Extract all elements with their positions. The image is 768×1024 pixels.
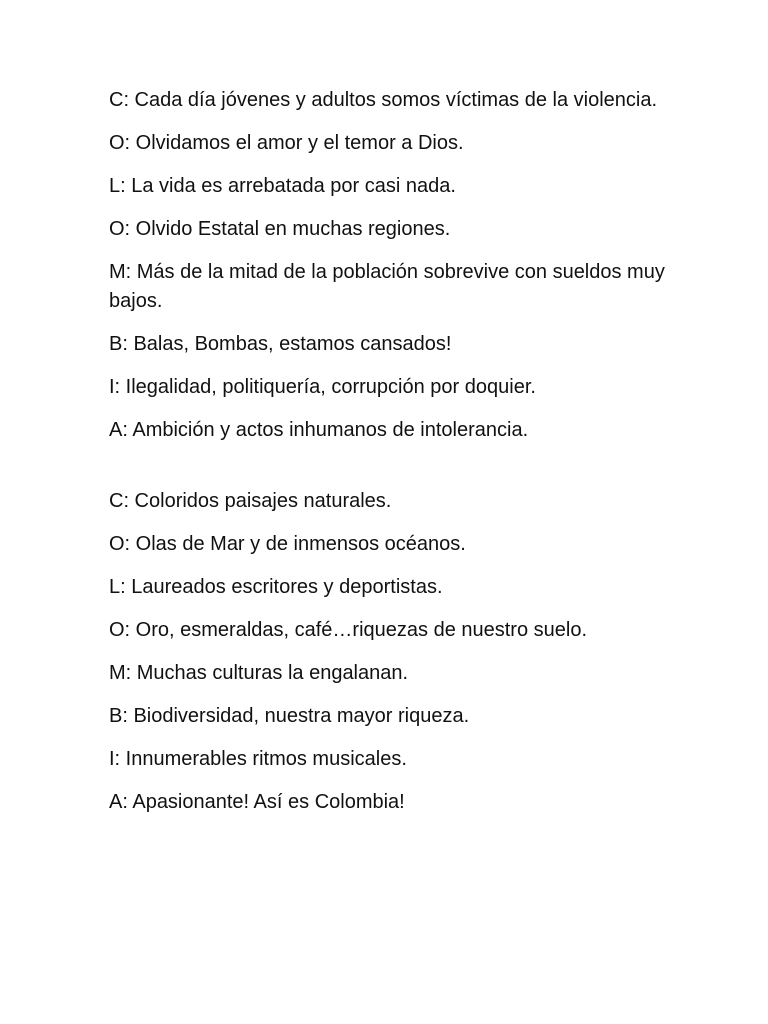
verse-line: O: Olas de Mar y de inmensos océanos. [109, 533, 466, 555]
verse-line: B: Biodiversidad, nuestra mayor riqueza. [109, 705, 470, 727]
verse-line: O: Oro, esmeraldas, café…riquezas de nuestro suelo. [109, 619, 588, 641]
verse-line: A: Ambición y actos inhumanos de intolerancia. [109, 419, 529, 441]
verse-line: A: Apasionante! Así es Colombia! [109, 791, 405, 813]
verse-line: I: Ilegalidad, politiquería, corrupción por doquier. [109, 376, 536, 398]
verse-line: C: Cada día jóvenes y adultos somos víctimas de la violencia. [109, 89, 658, 111]
verse-line: B: Balas, Bombas, estamos cansados! [109, 333, 452, 355]
verse-line: I: Innumerables ritmos musicales. [109, 748, 407, 770]
acrostic-stanza-2 [109, 487, 709, 817]
verse-line: M: Más de la mitad de la población sobrevive con sueldos muy bajos. [109, 261, 665, 312]
verse-line: C: Coloridos paisajes naturales. [109, 490, 392, 512]
verse-line: L: Laureados escritores y deportistas. [109, 576, 443, 598]
document-page [109, 86, 709, 831]
verse-line: O: Olvido Estatal en muchas regiones. [109, 218, 451, 240]
verse-line: L: La vida es arrebatada por casi nada. [109, 175, 456, 197]
verse-line: O: Olvidamos el amor y el temor a Dios. [109, 132, 464, 154]
acrostic-stanza-1 [109, 86, 709, 445]
verse-line: M: Muchas culturas la engalanan. [109, 662, 409, 684]
